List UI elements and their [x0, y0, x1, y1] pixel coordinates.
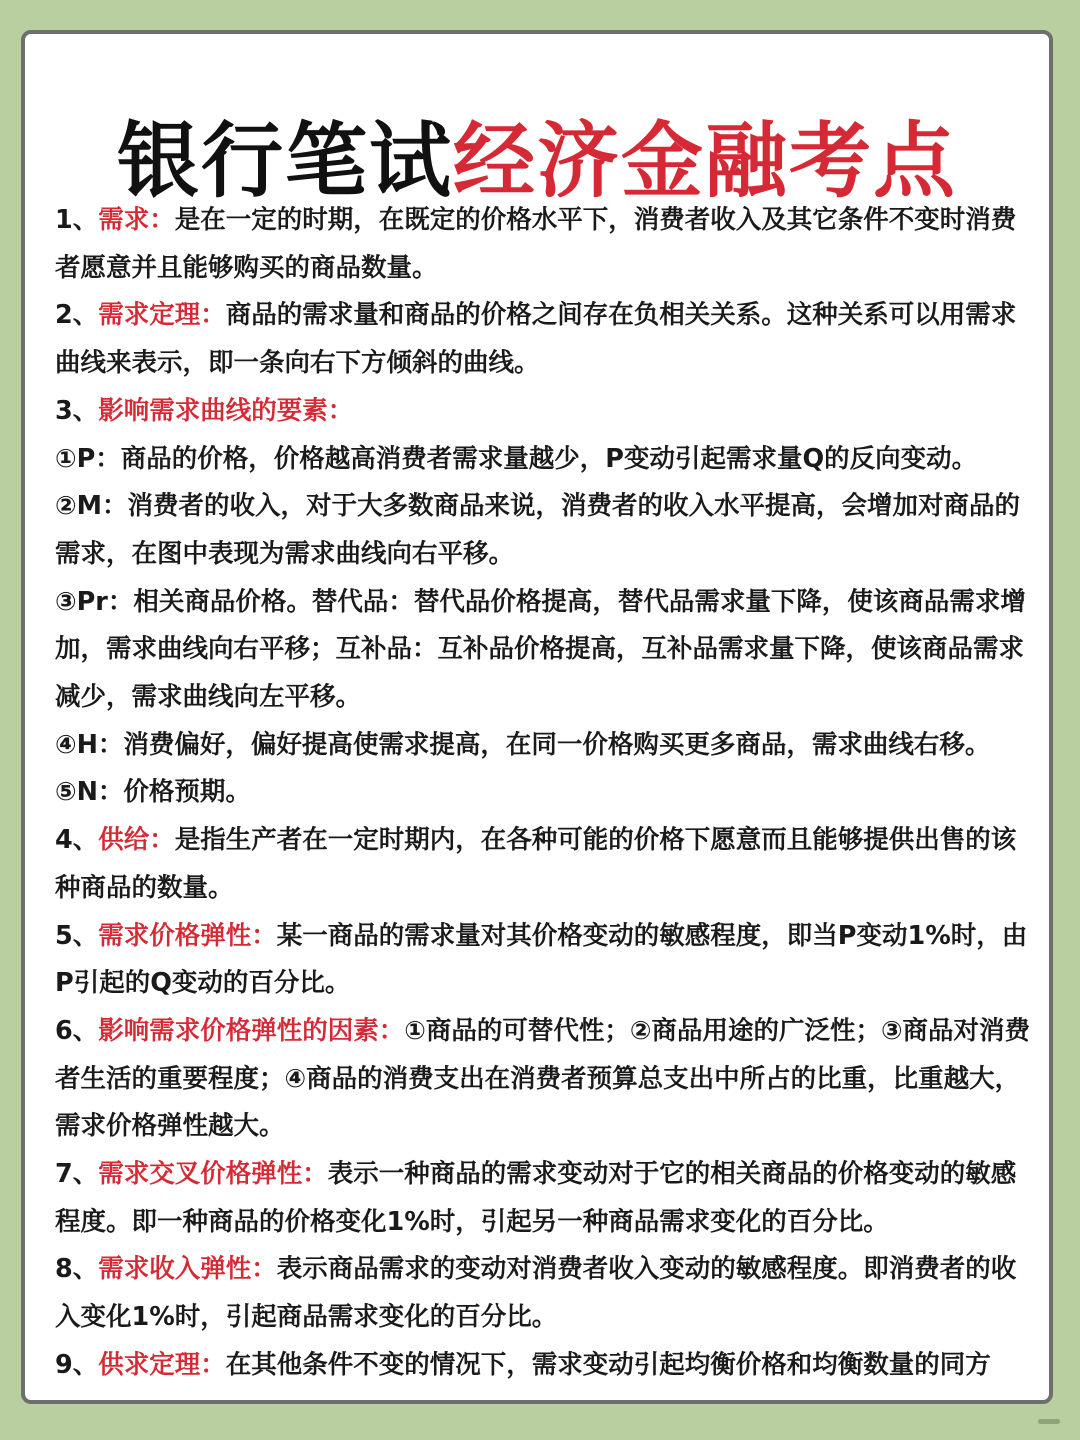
- sub-item: [55, 483, 1035, 578]
- sub-item: [55, 769, 1035, 817]
- item-term: 需求：: [98, 205, 175, 235]
- item-text: 是指生产者在一定时期内，在各种可能的价格下愿意而且能够提供出售的该种商品的数量。: [55, 825, 1017, 903]
- item-text: 某一商品的需求量对其价格变动的敏感程度，即当P变动1%时，由P引起的Q变动的百分比。: [55, 920, 1028, 999]
- item-term: 影响需求价格弹性的因素：: [98, 1015, 405, 1046]
- title-red-part: 经济金融考点: [453, 114, 958, 209]
- item-text: 表示商品需求的变动对消费者收入变动的敏感程度。即消费者的收入变化1%时，引起商品需求变化的百分比。: [55, 1254, 1017, 1333]
- item-text: ①商品的可替代性；②商品用途的广泛性；③商品对消费者生活的重要程度；④商品的消费支出在消费者预算总支出中所占的比重，比重越大，需求价格弹性越大。: [55, 1015, 1031, 1142]
- sub-item-text: ②M：消费者的收入，对于大多数商品来说，消费者的收入水平提高，会增加对商品的需求，在图中表现为需求曲线向右平移。: [55, 491, 1020, 569]
- sub-item-text: ⑤N：价格预期。: [55, 777, 251, 808]
- item-number: 3、: [55, 395, 99, 426]
- sub-item: [55, 722, 1035, 770]
- item-term: 需求收入弹性：: [98, 1254, 277, 1285]
- list-item: [55, 913, 1035, 1008]
- list-item: [55, 817, 1035, 912]
- item-number: 7、: [55, 1159, 99, 1190]
- item-text: 表示一种商品的需求变动对于它的相关商品的价格变动的敏感程度。即一种商品的价格变化1%时，引起另一种商品需求变化的百分比。: [55, 1159, 1017, 1237]
- item-text: 是在一定的时期，在既定的价格水平下，消费者收入及其它条件不变时消费者愿意并且能够购买的商品数量。: [55, 205, 1017, 283]
- sub-item-text: ①P：商品的价格，价格越高消费者需求量越少，P变动引起需求量Q的反向变动。: [55, 443, 978, 474]
- list-item: [55, 388, 1035, 436]
- item-number: 8、: [55, 1254, 99, 1285]
- list-item: [55, 1342, 1035, 1390]
- item-term: 需求交叉价格弹性：: [98, 1159, 328, 1190]
- item-number: 9、: [55, 1349, 99, 1380]
- list-item: [55, 292, 1035, 387]
- item-number: 5、: [55, 920, 99, 951]
- sub-item-text: ③Pr：相关商品价格。替代品：替代品价格提高，替代品需求量下降，使该商品需求增加，需求曲线向右平移；互补品：互补品价格提高，互补品需求量下降，使该商品需求减少，需求曲线向左平移。: [55, 586, 1026, 713]
- sub-item: [55, 579, 1035, 722]
- item-term: 需求价格弹性：: [98, 920, 277, 951]
- note-card: [21, 30, 1053, 1404]
- item-number: 6、: [55, 1015, 99, 1046]
- list-item: [55, 1151, 1035, 1246]
- sub-item-text: ④H：消费偏好，偏好提高使需求提高，在同一价格购买更多商品，需求曲线右移。: [55, 729, 991, 760]
- content-body: [55, 197, 1035, 1390]
- item-text: 商品的需求量和商品的价格之间存在负相关关系。这种关系可以用需求曲线来表示，即一条向右下方倾斜的曲线。: [55, 300, 1017, 379]
- item-term: 供求定理：: [98, 1349, 226, 1380]
- list-item: [55, 1008, 1035, 1151]
- item-number: 2、: [55, 300, 99, 331]
- title-black-part: 银行笔试: [116, 114, 453, 209]
- home-indicator: [1038, 1419, 1060, 1424]
- item-text: 在其他条件不变的情况下，需求变动引起均衡价格和均衡数量的同方: [225, 1349, 991, 1380]
- item-number: 4、: [55, 825, 99, 856]
- item-term: 供给：: [98, 825, 175, 856]
- item-term: 需求定理：: [98, 300, 226, 331]
- sub-item: [55, 436, 1035, 484]
- list-item: [55, 197, 1035, 292]
- list-item: [55, 1246, 1035, 1341]
- item-number: 1、: [55, 205, 99, 235]
- item-term: 影响需求曲线的要素：: [98, 395, 354, 426]
